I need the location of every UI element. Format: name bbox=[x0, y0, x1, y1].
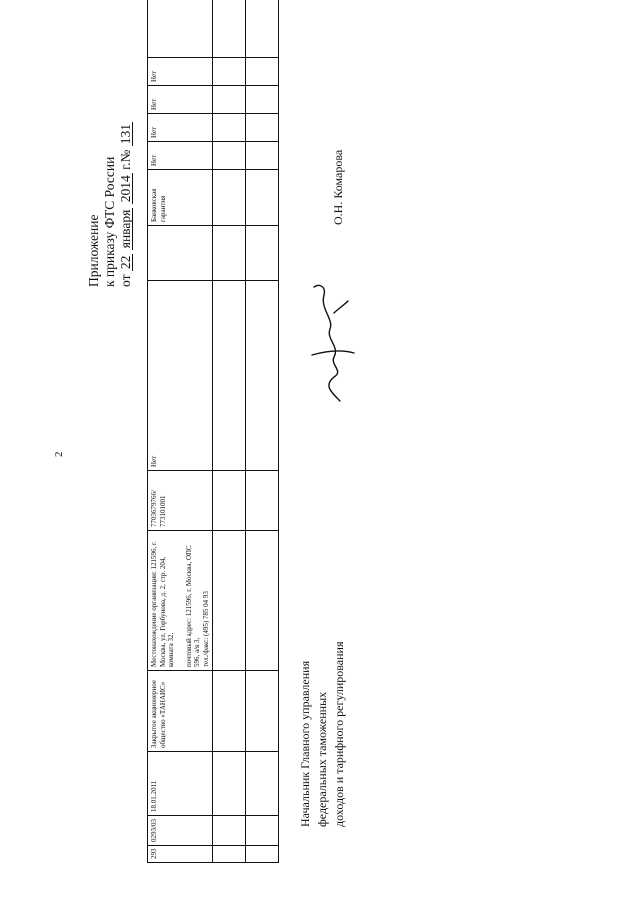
handwritten-signature bbox=[300, 280, 358, 405]
address-location: Местонахождение организации: 121596, г. Москва, ул. Горбунова, д. 2, стр. 204, комната 32, bbox=[150, 541, 175, 667]
address-phone: тел./факс: (495) 785 04 93 bbox=[201, 591, 210, 667]
appendix-header bbox=[86, 27, 134, 287]
signatory-title-line2: федеральных таможенных bbox=[315, 691, 329, 827]
appendix-from: от bbox=[118, 274, 133, 287]
address-postal: почтовый адрес: 121596, г. Москва, ОПС 596, а/я 3, bbox=[184, 545, 201, 667]
cell-guarantee: Банковская гарантия bbox=[148, 170, 213, 226]
cell-inn-kpp: 7703679766/ 773101001 bbox=[148, 471, 213, 531]
signatory-title-line1: Начальник Главного управления bbox=[298, 660, 312, 827]
cell-number: 293 bbox=[148, 846, 213, 863]
appendix-g: г. bbox=[118, 162, 133, 170]
appendix-day: 22 bbox=[118, 255, 133, 270]
cell-col10: Нет bbox=[148, 114, 213, 142]
cell-col11: Нет bbox=[148, 86, 213, 114]
signatory-title-line3: доходов и тарифного регулирования bbox=[332, 641, 346, 827]
table-row bbox=[246, 0, 279, 863]
cell-col12: Нет bbox=[148, 58, 213, 86]
cell-col9: Нет bbox=[148, 142, 213, 170]
appendix-number: 131 bbox=[118, 124, 133, 145]
appendix-order-ref: к приказу ФТС России bbox=[102, 156, 117, 287]
page-number: 2 bbox=[53, 451, 65, 457]
cell-date: 18.01.2011 bbox=[148, 752, 213, 816]
appendix-month: января bbox=[118, 209, 133, 249]
cell-col6: Нет bbox=[148, 281, 213, 471]
cell-col13 bbox=[148, 0, 213, 58]
appendix-year: 2014 bbox=[118, 175, 133, 203]
cell-col7 bbox=[148, 226, 213, 281]
cell-address bbox=[148, 531, 213, 671]
signatory-name: О.Н. Комарова bbox=[331, 149, 345, 225]
cell-organization: Закрытое акционерное общество «ТАНАИС» bbox=[148, 671, 213, 752]
table-row bbox=[213, 0, 246, 863]
registry-table bbox=[147, 0, 279, 863]
appendix-num-sign: № bbox=[118, 149, 133, 163]
table-row bbox=[148, 0, 213, 863]
cell-reg-no: 0293/03 bbox=[148, 816, 213, 846]
appendix-date-line bbox=[118, 27, 134, 287]
signatory-title bbox=[297, 487, 348, 827]
appendix-title: Приложение bbox=[86, 214, 101, 287]
